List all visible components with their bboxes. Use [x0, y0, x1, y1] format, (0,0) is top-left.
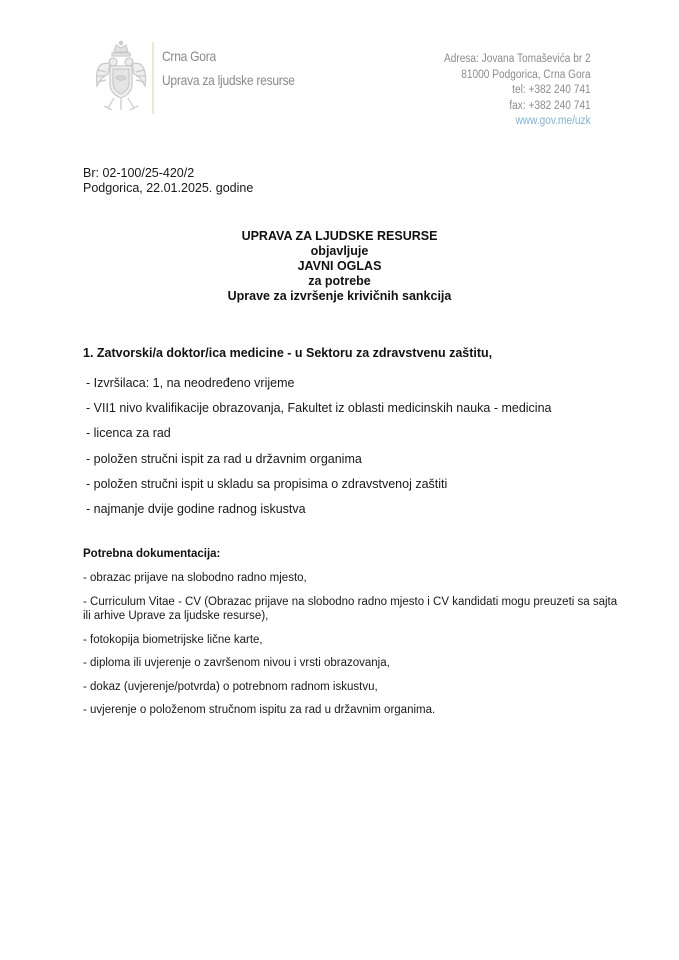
- title-purpose: za potrebe: [308, 274, 371, 288]
- title-issuer: UPRAVA ZA LJUDSKE RESURSE: [241, 229, 438, 243]
- requirement-item: - položen stručni ispit za rad u državnim organima: [86, 451, 362, 466]
- title-organization: Uprave za izvršenje krivičnih sankcija: [227, 289, 452, 303]
- requirement-item: - najmanje dvije godine radnog iskustva: [86, 501, 306, 516]
- document-reference: [83, 166, 253, 196]
- contact-fax: fax: +382 240 741: [509, 99, 591, 112]
- reference-place-date: Podgorica, 22.01.2025. godine: [83, 181, 254, 195]
- letterhead-logo: [92, 38, 322, 118]
- position-title: 1. Zatvorski/a doktor/ica medicine - u Sektoru za zdravstvenu zaštitu,: [83, 346, 493, 360]
- contact-city: 81000 Podgorica, Crna Gora: [461, 68, 591, 81]
- requirement-item: - položen stručni ispit u skladu sa propisima o zdravstvenoj zaštiti: [86, 476, 448, 491]
- title-verb: objavljuje: [310, 244, 369, 258]
- letterhead-contact: [424, 52, 591, 130]
- requirement-item: - Izvršilaca: 1, na neodređeno vrijeme: [86, 376, 295, 390]
- reference-number: Br: 02-100/25-420/2: [83, 166, 195, 180]
- logo-country-name: Crna Gora: [162, 48, 216, 64]
- requirement-item: - licenca za rad: [86, 426, 171, 441]
- requirement-item: - VII1 nivo kvalifikacije obrazovanja, Fakultet iz oblasti medicinskih nauka - medicina: [86, 401, 552, 416]
- logo-divider: [152, 42, 154, 114]
- announcement-title: [0, 229, 679, 304]
- documentation-item: - diploma ili uvjerenje o završenom nivou i vrsti obrazovanja,: [83, 657, 390, 669]
- contact-address: Adresa: Jovana Tomaševića br 2: [444, 53, 591, 65]
- documentation-item: - uvjerenje o položenom stručnom ispitu za rad u državnim organima.: [83, 704, 436, 716]
- documentation-item: - Curriculum Vitae - CV (Obrazac prijave na slobodno radno mjesto i CV kandidati mogu preuzeti sa sajta ili arhive Uprave za ljudske resurse),: [83, 596, 618, 622]
- title-heading: JAVNI OGLAS: [297, 259, 382, 273]
- documentation-item: - obrazac prijave na slobodno radno mjesto,: [83, 572, 307, 584]
- contact-tel: tel: +382 240 741: [512, 84, 591, 96]
- contact-website-link[interactable]: www.gov.me/uzk: [515, 115, 591, 127]
- documentation-heading: Potrebna dokumentacija:: [83, 548, 221, 560]
- documentation-item: - fotokopija biometrijske lične karte,: [83, 633, 263, 646]
- documentation-item: - dokaz (uvjerenje/potvrda) o potrebnom radnom iskustvu,: [83, 680, 378, 693]
- requirements-list: [86, 375, 552, 526]
- logo-agency-name: Uprava za ljudske resurse: [162, 72, 295, 88]
- montenegro-coat-of-arms-icon: [92, 40, 150, 116]
- documentation-list: [83, 571, 623, 727]
